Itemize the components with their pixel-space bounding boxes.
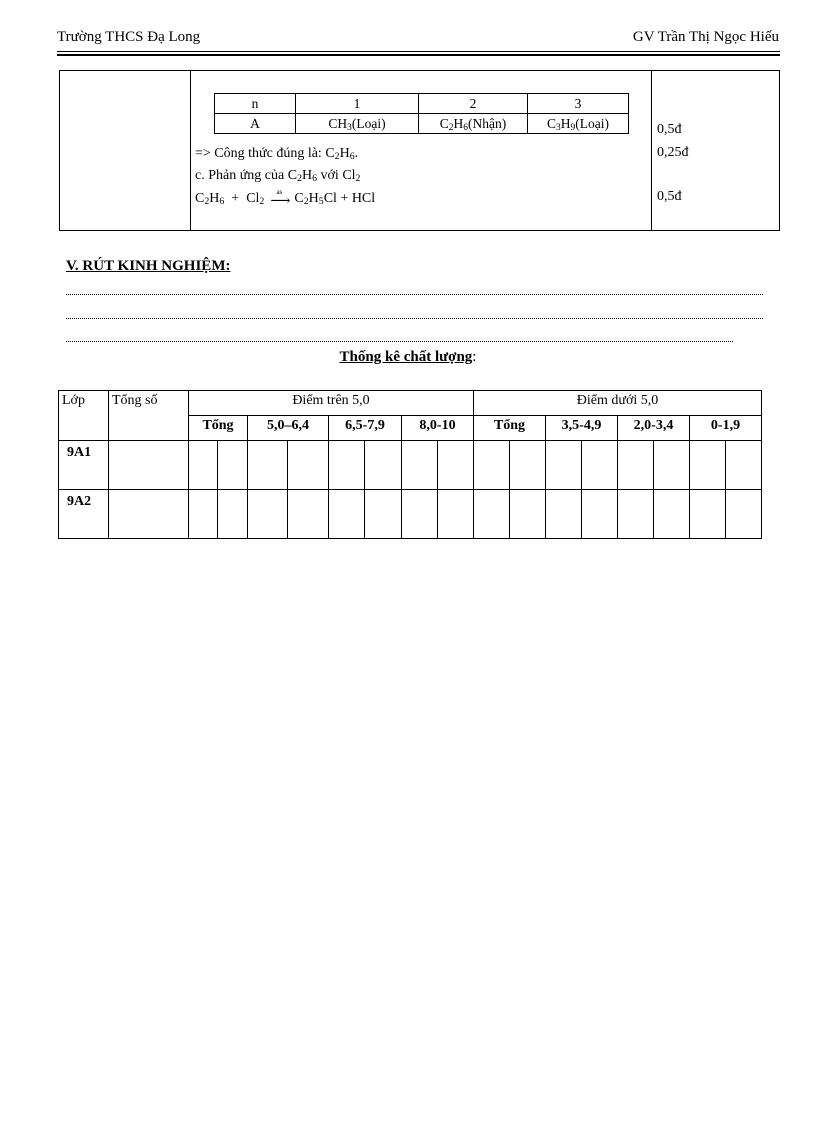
- table-cell: [329, 490, 365, 539]
- table-cell: [218, 441, 248, 490]
- table-cell: [218, 490, 248, 539]
- table-cell: [618, 441, 654, 490]
- table-cell: [189, 441, 218, 490]
- table-cell: [618, 490, 654, 539]
- dotted-line: [66, 312, 763, 319]
- table-cell: [582, 441, 618, 490]
- table-cell: [582, 490, 618, 539]
- stats-group-above: Điểm trên 5,0: [189, 391, 474, 416]
- reaction-equation: $C_2H_6 + Cl_2$ as ⟶ $C_2H_5Cl$ + HCl: [195, 188, 376, 209]
- table-cell: $CH_3(Loại)$: [296, 114, 419, 134]
- table-cell: [546, 490, 582, 539]
- stats-col-class: Lớp: [59, 391, 109, 441]
- table-cell: [288, 490, 329, 539]
- table-cell: 3: [528, 94, 629, 114]
- table-cell: [365, 490, 402, 539]
- header-school: Trường THCS Đạ Long: [57, 29, 201, 45]
- table-cell: [189, 490, 218, 539]
- table-cell: [690, 441, 726, 490]
- score-2: 0,25đ: [657, 145, 689, 160]
- table-cell: [248, 441, 288, 490]
- table-cell: [402, 490, 438, 539]
- stats-subheader: 8,0-10: [402, 416, 474, 441]
- frame-divider-left: [190, 71, 191, 230]
- table-cell: [248, 490, 288, 539]
- stats-table: [58, 390, 762, 539]
- table-cell: [510, 441, 546, 490]
- stats-class-label: 9A2: [59, 490, 109, 539]
- dotted-line: [66, 335, 733, 342]
- stats-col-total: Tổng số: [109, 391, 189, 441]
- table-cell: [726, 441, 762, 490]
- stats-class-label: 9A1: [59, 441, 109, 490]
- dotted-line: [66, 288, 763, 295]
- table-cell: n: [215, 94, 296, 114]
- header-rule-thin: [57, 51, 780, 52]
- stats-subheader: Tổng: [474, 416, 546, 441]
- table-cell: [546, 441, 582, 490]
- table-cell: [329, 441, 365, 490]
- frame-divider-right: [651, 71, 652, 230]
- reaction-arrow-icon: as ⟶: [270, 188, 289, 209]
- stats-subheader: 3,5-4,9: [546, 416, 618, 441]
- table-cell: [510, 490, 546, 539]
- table-cell: [654, 490, 690, 539]
- header-teacher: GV Trần Thị Ngọc Hiếu: [632, 29, 779, 45]
- table-cell: [726, 490, 762, 539]
- score-1: 0,5đ: [657, 122, 682, 137]
- table-cell: [438, 490, 474, 539]
- conclusion-line: => Công thức đúng là: $C_2H_6$.: [195, 146, 359, 162]
- table-cell: [474, 490, 510, 539]
- stats-title: Thống kê chất lượng:: [339, 349, 477, 365]
- stats-header-row: [59, 391, 762, 416]
- table-row: [59, 490, 762, 539]
- formula-table: [214, 93, 629, 134]
- table-cell: $C_2H_6(Nhận)$: [419, 114, 528, 134]
- section-title: V. RÚT KINH NGHIỆM:: [66, 258, 231, 274]
- table-row: [59, 441, 762, 490]
- stats-subheader: 0-1,9: [690, 416, 762, 441]
- table-cell: $C_3H_9(Loại)$: [528, 114, 629, 134]
- table-cell: [654, 441, 690, 490]
- stats-subheader: 2,0-3,4: [618, 416, 690, 441]
- score-3: 0,5đ: [657, 189, 682, 204]
- table-cell: [109, 441, 189, 490]
- table-cell: [402, 441, 438, 490]
- stats-group-below: Điểm dưới 5,0: [474, 391, 762, 416]
- reaction-label: c. Phản ứng của $C_2H_6$ với $Cl_2$: [195, 168, 361, 184]
- stats-subheader: 6,5-7,9: [329, 416, 402, 441]
- table-cell: [109, 490, 189, 539]
- table-cell: [365, 441, 402, 490]
- table-cell: [690, 490, 726, 539]
- formula-table-row-a: [215, 114, 629, 134]
- stats-subheader: 5,0–6,4: [248, 416, 329, 441]
- stats-subheader: Tổng: [189, 416, 248, 441]
- formula-table-row-n: [215, 94, 629, 114]
- table-cell: [474, 441, 510, 490]
- table-cell: A: [215, 114, 296, 134]
- table-cell: 2: [419, 94, 528, 114]
- table-cell: 1: [296, 94, 419, 114]
- table-cell: [288, 441, 329, 490]
- header-rule-thick: [57, 54, 780, 56]
- table-cell: [438, 441, 474, 490]
